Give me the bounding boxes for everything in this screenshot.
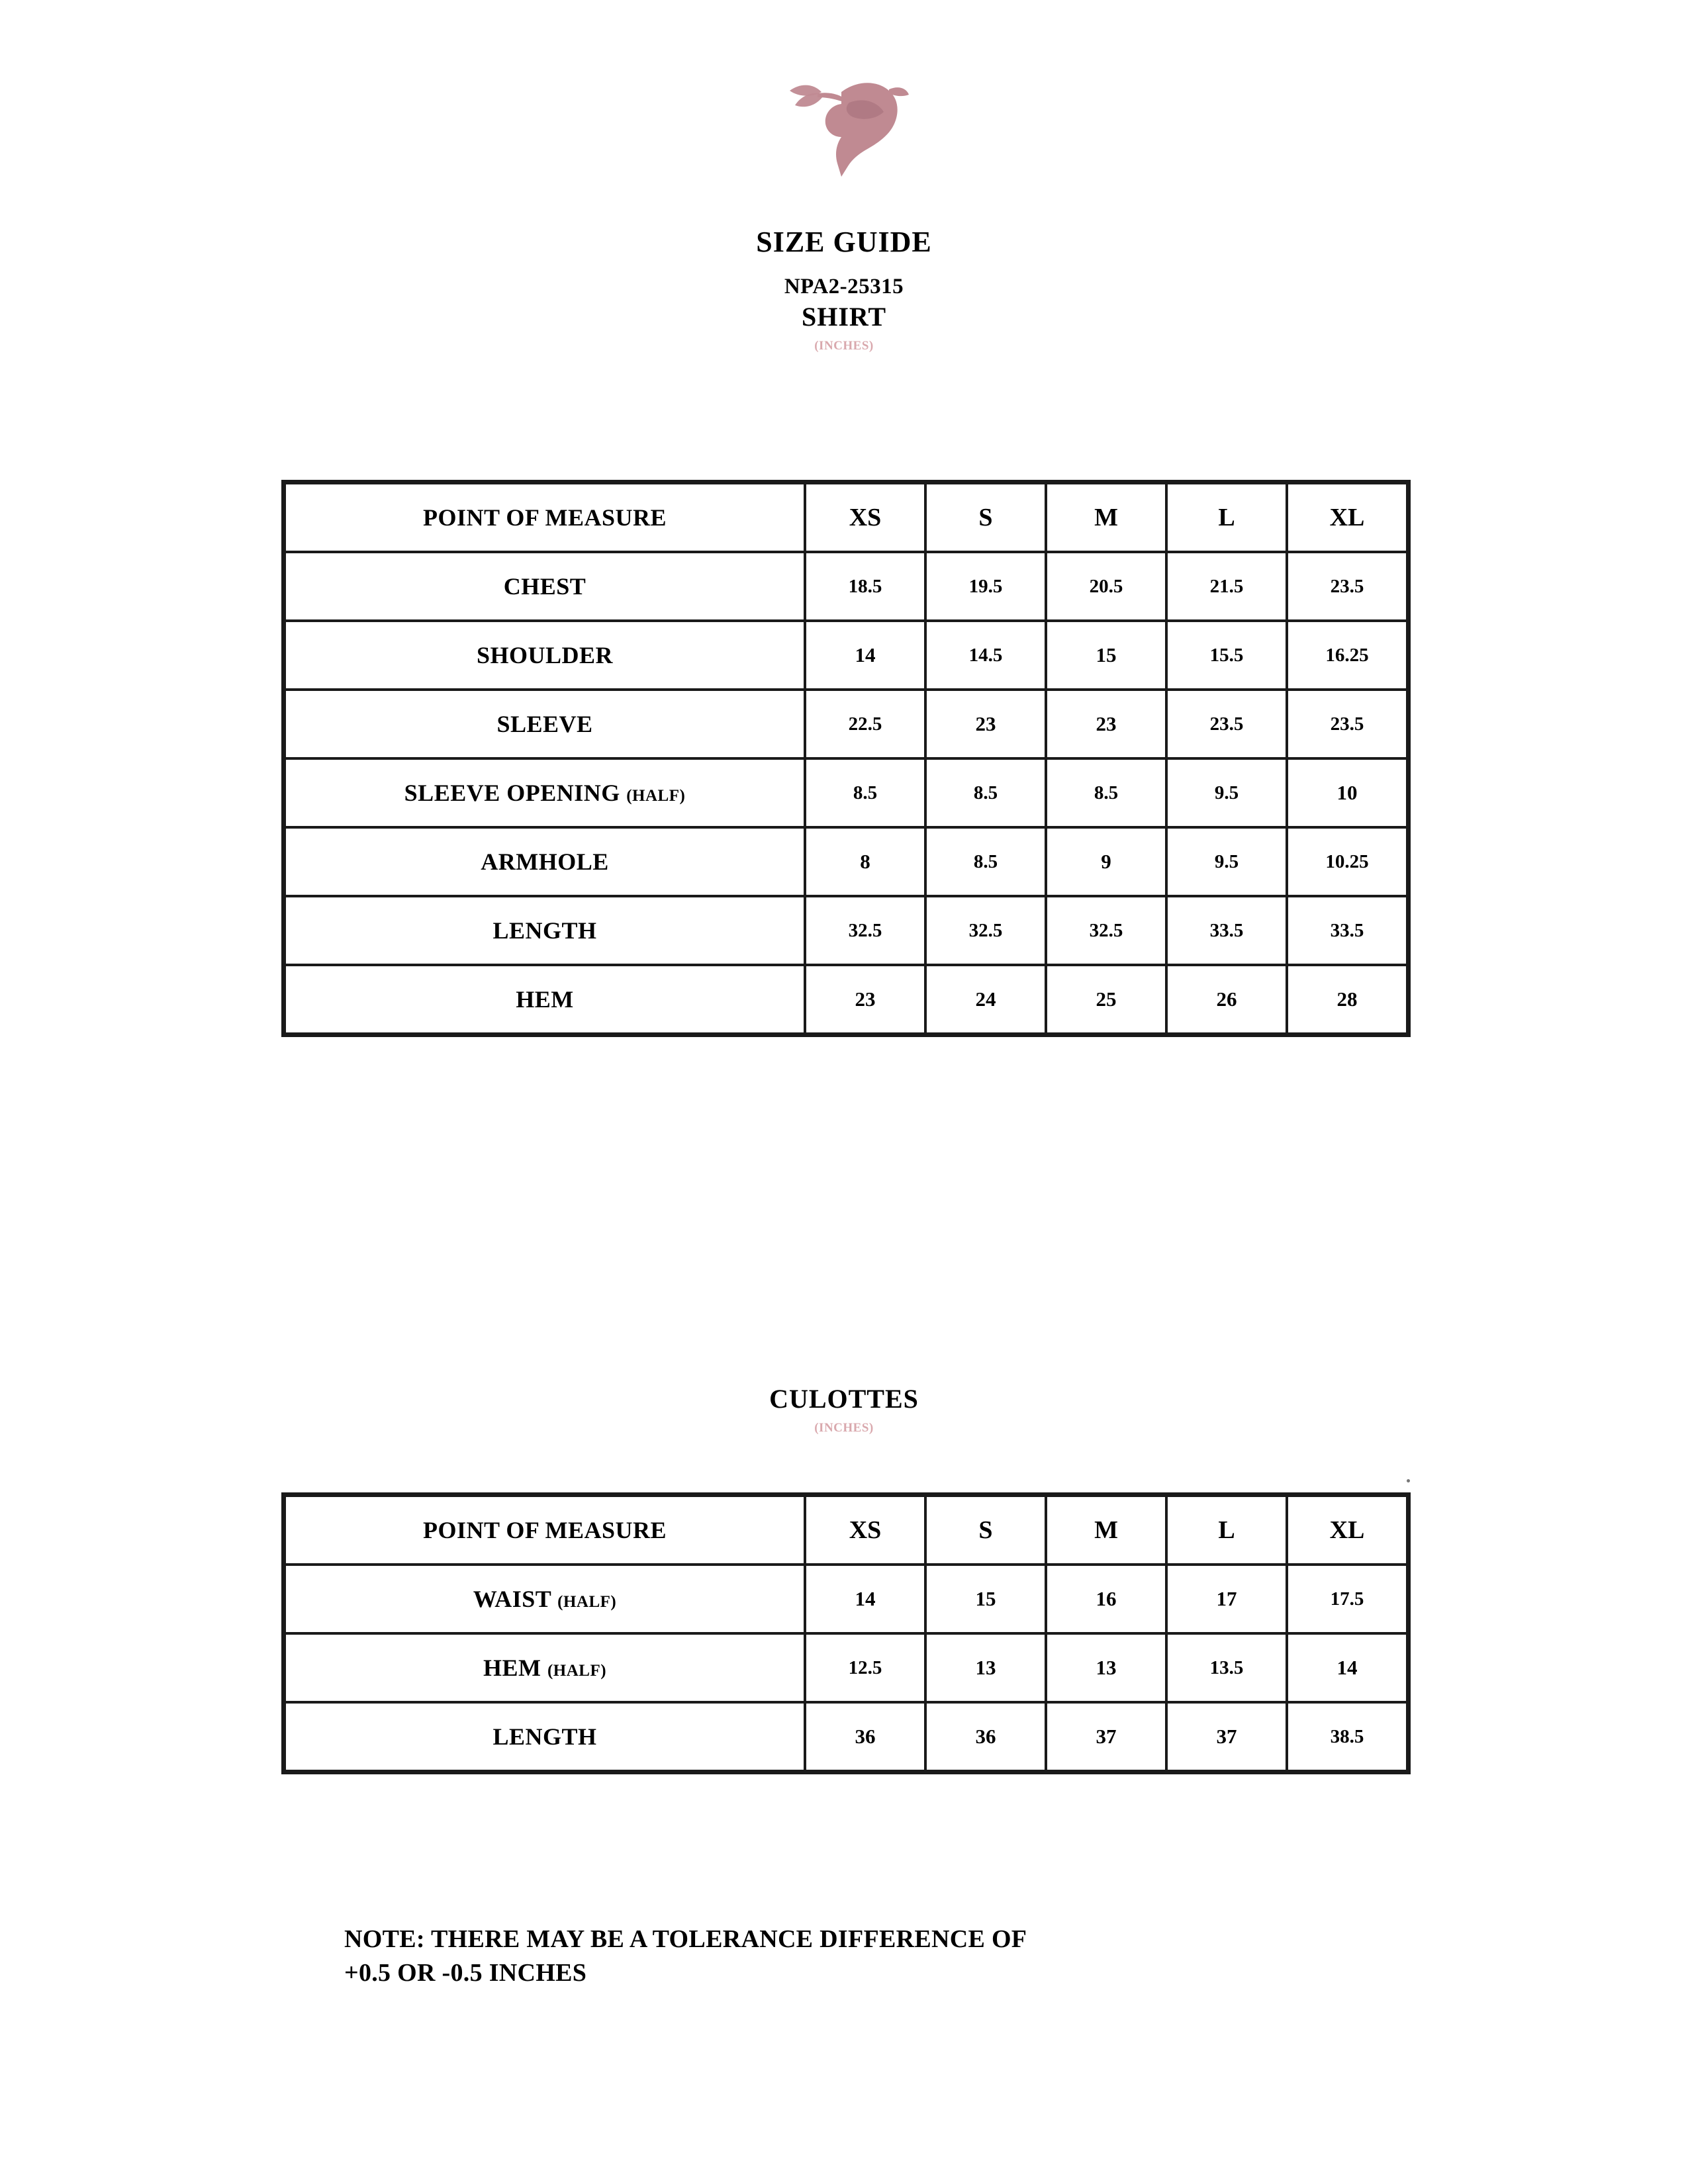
row-label-text: LENGTH (492, 917, 597, 944)
cell-value: 26 (1166, 965, 1287, 1035)
cell-value: 37 (1046, 1702, 1166, 1772)
culottes-size-table (281, 1492, 1411, 1774)
table-header-row (284, 482, 1409, 553)
row-label (284, 690, 806, 758)
column-header-xl: XL (1287, 1495, 1409, 1565)
cell-value: 20.5 (1046, 552, 1166, 621)
table-row (284, 621, 1409, 690)
cell-value: 23.5 (1287, 690, 1409, 758)
cell-value: 15.5 (1166, 621, 1287, 690)
row-label (284, 1565, 806, 1633)
cell-value: 17 (1166, 1565, 1287, 1633)
table-row (284, 1633, 1409, 1702)
cell-value: 23.5 (1166, 690, 1287, 758)
stray-mark (1407, 1479, 1410, 1482)
column-header-m: M (1046, 1495, 1166, 1565)
section-unit-culottes: (INCHES) (814, 1421, 874, 1435)
row-label (284, 827, 806, 896)
style-code: NPA2-25315 (784, 275, 904, 298)
cell-value: 13 (1046, 1633, 1166, 1702)
column-header-m: M (1046, 482, 1166, 553)
cell-value: 14.5 (925, 621, 1046, 690)
column-header-xs: XS (805, 482, 925, 553)
cell-value: 18.5 (805, 552, 925, 621)
cell-value: 12.5 (805, 1633, 925, 1702)
row-label (284, 621, 806, 690)
section-title-shirt: SHIRT (801, 302, 887, 332)
cell-value: 28 (1287, 965, 1409, 1035)
culottes-size-table-wrap (281, 1492, 1380, 1774)
column-header-xl: XL (1287, 482, 1409, 553)
section-title-culottes: CULOTTES (769, 1384, 919, 1414)
column-header-pom: POINT OF MEASURE (284, 482, 806, 553)
row-label (284, 552, 806, 621)
row-label (284, 1633, 806, 1702)
table-row (284, 758, 1409, 827)
cell-value: 24 (925, 965, 1046, 1035)
cell-value: 33.5 (1166, 896, 1287, 965)
page-title: SIZE GUIDE (756, 226, 932, 258)
cell-value: 8.5 (925, 827, 1046, 896)
section-shirt-heading (0, 301, 1688, 353)
row-label-text: CHEST (503, 573, 586, 600)
cell-value: 8 (805, 827, 925, 896)
cell-value: 9 (1046, 827, 1166, 896)
cell-value: 36 (925, 1702, 1046, 1772)
column-header-pom: POINT OF MEASURE (284, 1495, 806, 1565)
row-label (284, 965, 806, 1035)
column-header-s: S (925, 482, 1046, 553)
table-header-row (284, 1495, 1409, 1565)
shirt-size-table-wrap (281, 480, 1380, 1037)
cell-value: 16.25 (1287, 621, 1409, 690)
row-label (284, 1702, 806, 1772)
row-label-text: SHOULDER (476, 642, 614, 668)
cell-value: 19.5 (925, 552, 1046, 621)
cell-value: 22.5 (805, 690, 925, 758)
column-header-l: L (1166, 482, 1287, 553)
cell-value: 15 (925, 1565, 1046, 1633)
brand-logo (0, 63, 1688, 189)
row-label-sub: (HALF) (557, 1593, 617, 1611)
cell-value: 36 (805, 1702, 925, 1772)
section-unit-shirt: (INCHES) (814, 339, 874, 353)
cell-value: 14 (805, 1565, 925, 1633)
table-row (284, 1565, 1409, 1633)
table-row (284, 1702, 1409, 1772)
table-row (284, 896, 1409, 965)
row-label-text: SLEEVE OPENING (404, 780, 627, 806)
cell-value: 25 (1046, 965, 1166, 1035)
column-header-xs: XS (805, 1495, 925, 1565)
cell-value: 8.5 (925, 758, 1046, 827)
shirt-size-table (281, 480, 1411, 1037)
tolerance-note-line-2: +0.5 OR -0.5 INCHES (344, 1959, 587, 1987)
cell-value: 17.5 (1287, 1565, 1409, 1633)
row-label-text: WAIST (473, 1586, 558, 1612)
cell-value: 8.5 (805, 758, 925, 827)
row-label-text: LENGTH (492, 1723, 597, 1750)
cell-value: 38.5 (1287, 1702, 1409, 1772)
cell-value: 32.5 (925, 896, 1046, 965)
cell-value: 14 (1287, 1633, 1409, 1702)
table-row (284, 827, 1409, 896)
cell-value: 32.5 (805, 896, 925, 965)
cell-value: 23.5 (1287, 552, 1409, 621)
cell-value: 23 (1046, 690, 1166, 758)
row-label-text: ARMHOLE (481, 848, 609, 875)
cell-value: 10 (1287, 758, 1409, 827)
cell-value: 33.5 (1287, 896, 1409, 965)
cell-value: 13 (925, 1633, 1046, 1702)
row-label-text: SLEEVE (496, 711, 593, 737)
table-row (284, 690, 1409, 758)
cell-value: 14 (805, 621, 925, 690)
cell-value: 8.5 (1046, 758, 1166, 827)
cell-value: 21.5 (1166, 552, 1287, 621)
row-label (284, 758, 806, 827)
row-label-sub: (HALF) (547, 1662, 607, 1680)
row-label-text: HEM (516, 986, 574, 1013)
table-row (284, 552, 1409, 621)
section-culottes-heading (0, 1383, 1688, 1435)
row-label-sub: (HALF) (626, 787, 686, 805)
dove-bird-logo-icon (778, 63, 910, 189)
cell-value: 9.5 (1166, 758, 1287, 827)
cell-value: 37 (1166, 1702, 1287, 1772)
tolerance-note-line-1: NOTE: THERE MAY BE A TOLERANCE DIFFERENCE OF (344, 1925, 1027, 1953)
cell-value: 23 (925, 690, 1046, 758)
row-label-text: HEM (483, 1655, 547, 1681)
row-label (284, 896, 806, 965)
cell-value: 16 (1046, 1565, 1166, 1633)
cell-value: 13.5 (1166, 1633, 1287, 1702)
cell-value: 15 (1046, 621, 1166, 690)
column-header-l: L (1166, 1495, 1287, 1565)
cell-value: 32.5 (1046, 896, 1166, 965)
cell-value: 23 (805, 965, 925, 1035)
column-header-s: S (925, 1495, 1046, 1565)
table-row (284, 965, 1409, 1035)
tolerance-note (344, 1923, 1470, 1991)
cell-value: 9.5 (1166, 827, 1287, 896)
cell-value: 10.25 (1287, 827, 1409, 896)
